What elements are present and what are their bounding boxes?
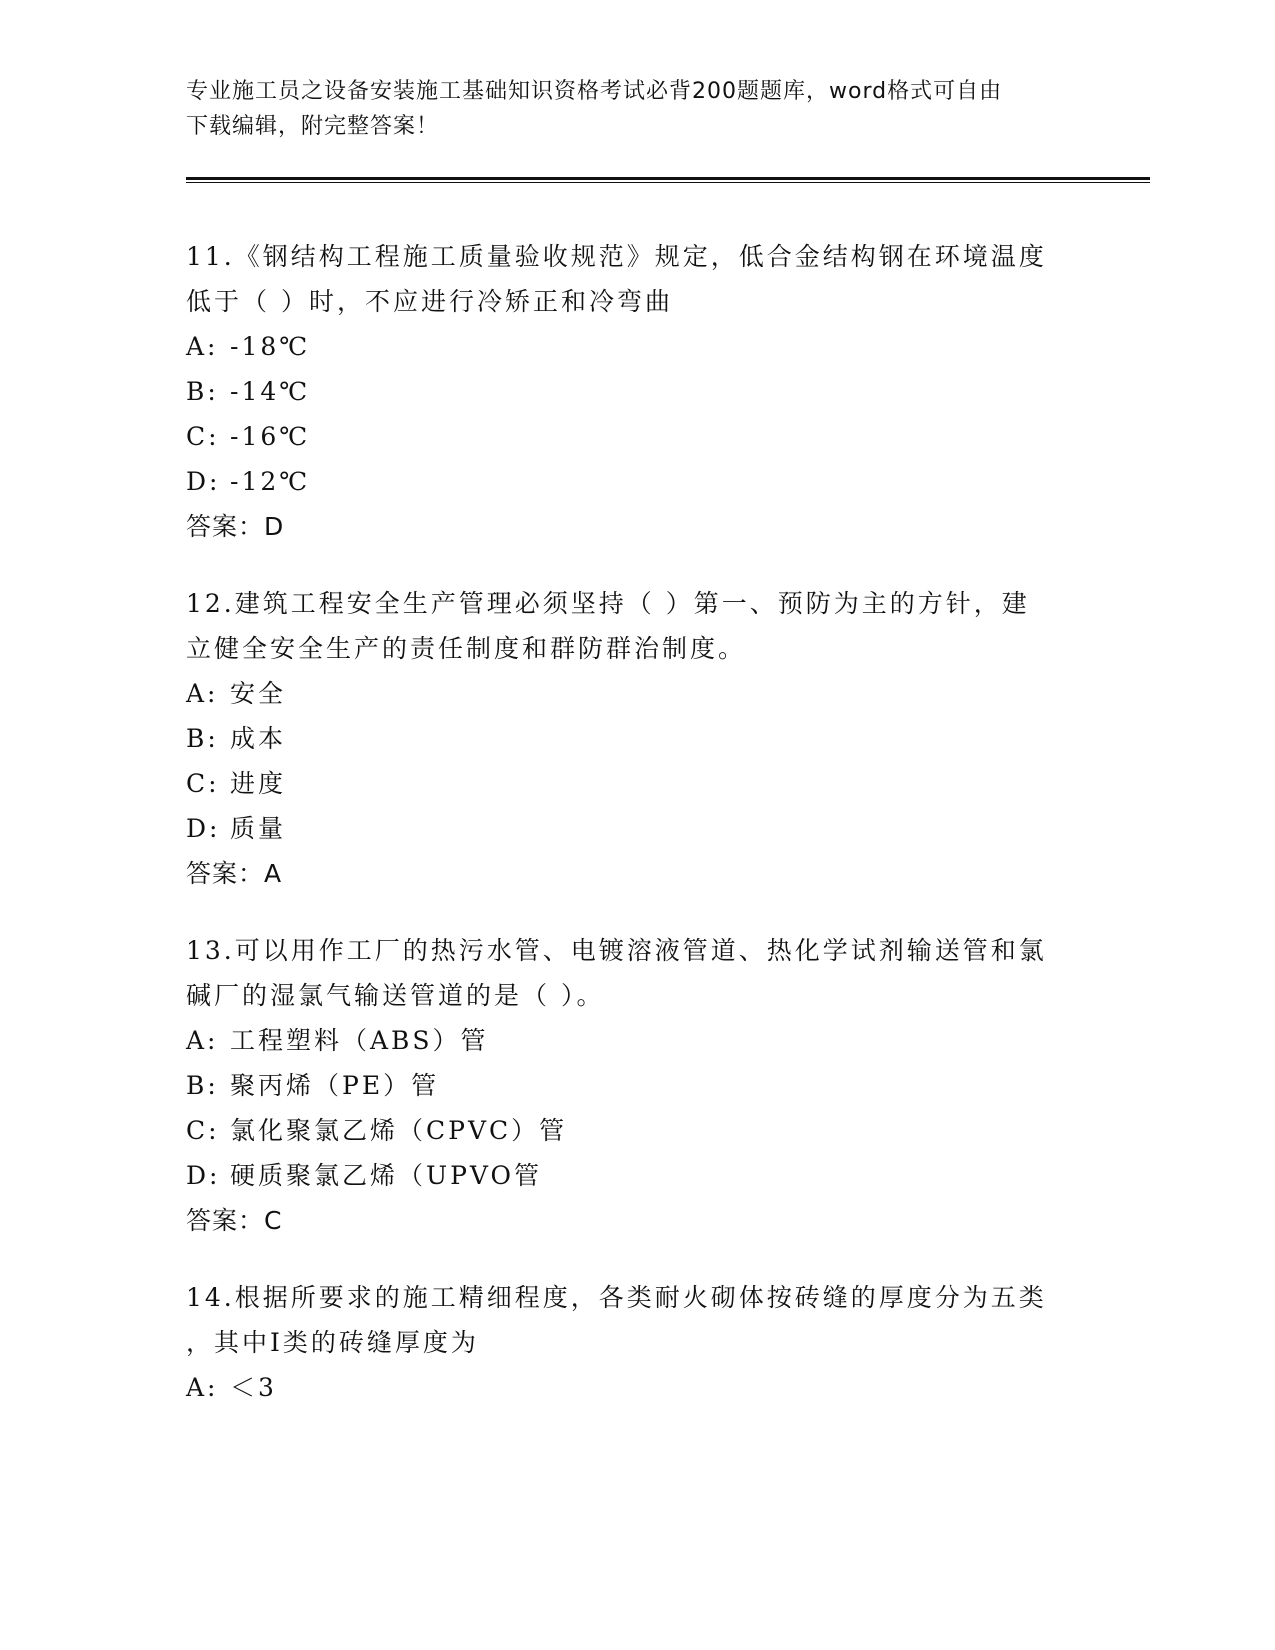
header-rule-thick [186,177,1150,180]
question-stem-line-1: 13.可以用作工厂的热污水管、电镀溶液管道、热化学试剂输送管和氯 [186,936,1047,965]
option-letter: B: [186,724,219,753]
option-d [186,806,1086,851]
question-stem-line-2: 低于（ ）时，不应进行冷矫正和冷弯曲 [186,287,673,316]
answer-line: 答案：C [186,1206,283,1235]
header-line-1: 专业施工员之设备安装施工基础知识资格考试必背200题题库，word格式可自由 [186,79,1003,104]
option-a [186,324,1086,369]
option-c [186,1108,1086,1153]
option-letter: C: [186,769,220,798]
document-header [186,74,1066,144]
question-list [186,234,1086,1442]
option-text: -16℃ [230,422,311,451]
option-letter: A: [186,1373,219,1402]
option-b [186,1063,1086,1108]
header-line-2: 下载编辑，附完整答案！ [186,114,440,139]
question-stem-line-2: 碱厂的湿氯气输送管道的是（ ）。 [186,981,605,1010]
option-letter: C: [186,422,220,451]
option-d [186,459,1086,504]
option-d [186,1153,1086,1198]
header-rule-thin [186,182,1150,183]
option-a [186,1365,1086,1410]
option-text: -18℃ [230,332,311,361]
option-letter: A: [186,1026,219,1055]
option-c [186,414,1086,459]
question-14 [186,1275,1086,1410]
option-c [186,761,1086,806]
option-text: 硬质聚氯乙烯（UPVO管 [230,1161,543,1190]
option-text: ＜3 [230,1373,277,1402]
option-text: 安全 [230,679,287,708]
option-letter: D: [186,814,221,843]
question-stem-line-1: 12.建筑工程安全生产管理必须坚持（ ）第一、预防为主的方针，建 [186,589,1030,618]
option-letter: C: [186,1116,220,1145]
option-text: 成本 [230,724,287,753]
question-stem-line-1: 14.根据所要求的施工精细程度，各类耐火砌体按砖缝的厚度分为五类 [186,1283,1047,1312]
option-text: -12℃ [230,467,311,496]
option-b [186,369,1086,414]
option-text: 聚丙烯（PE）管 [230,1071,440,1100]
answer-line: 答案：D [186,512,285,541]
question-12 [186,581,1086,896]
option-letter: B: [186,377,219,406]
question-stem-line-2: ，其中I类的砖缝厚度为 [186,1328,479,1357]
option-a [186,1018,1086,1063]
option-text: -14℃ [230,377,311,406]
option-letter: D: [186,1161,221,1190]
option-text: 工程塑料（ABS）管 [230,1026,489,1055]
option-letter: A: [186,679,219,708]
question-11 [186,234,1086,549]
option-text: 氯化聚氯乙烯（CPVC）管 [230,1116,568,1145]
option-text: 质量 [230,814,287,843]
question-stem-line-1: 11.《钢结构工程施工质量验收规范》规定，低合金结构钢在环境温度 [186,242,1047,271]
question-stem-line-2: 立健全安全生产的责任制度和群防群治制度。 [186,634,747,663]
option-a [186,671,1086,716]
option-text: 进度 [230,769,287,798]
option-letter: B: [186,1071,219,1100]
option-b [186,716,1086,761]
option-letter: D: [186,467,221,496]
option-letter: A: [186,332,219,361]
question-13 [186,928,1086,1243]
answer-line: 答案：A [186,859,283,888]
